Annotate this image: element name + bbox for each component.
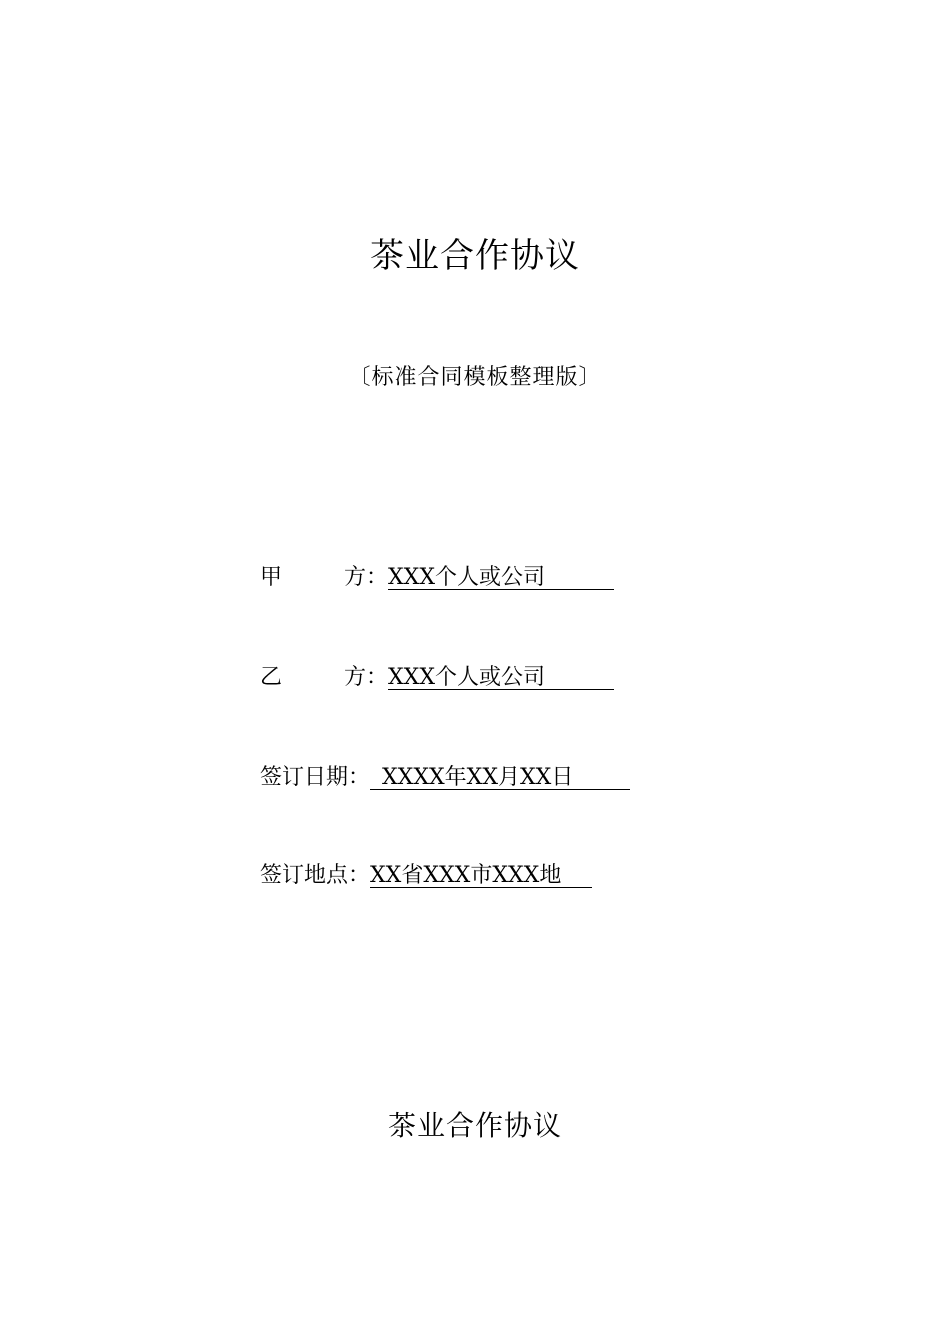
party-b-label	[260, 660, 388, 691]
party-b-label-char1: 乙	[260, 665, 283, 690]
party-a-label-char2: 方：	[343, 565, 388, 590]
document-subtitle: 〔标准合同模板整理版〕	[348, 365, 602, 390]
sign-place-field	[260, 858, 592, 889]
document-title: 茶业合作协议	[370, 236, 580, 276]
party-b-value: XXX个人或公司	[388, 666, 614, 690]
party-a-label	[260, 560, 388, 591]
party-a-value: XXX个人或公司	[388, 566, 614, 590]
party-a-field	[260, 560, 614, 591]
sign-date-value: XXXX年XX月XX日	[370, 766, 630, 790]
party-a-label-char1: 甲	[260, 565, 283, 590]
party-b-label-char2: 方：	[343, 665, 388, 690]
body-title: 茶业合作协议	[387, 1109, 562, 1142]
sign-date-label: 签订日期：	[260, 765, 371, 790]
sign-place-label: 签订地点：	[260, 863, 371, 888]
party-b-field	[260, 660, 614, 691]
sign-date-field	[260, 760, 630, 791]
sign-place-value: XX省XXX市XXX地	[370, 864, 592, 888]
